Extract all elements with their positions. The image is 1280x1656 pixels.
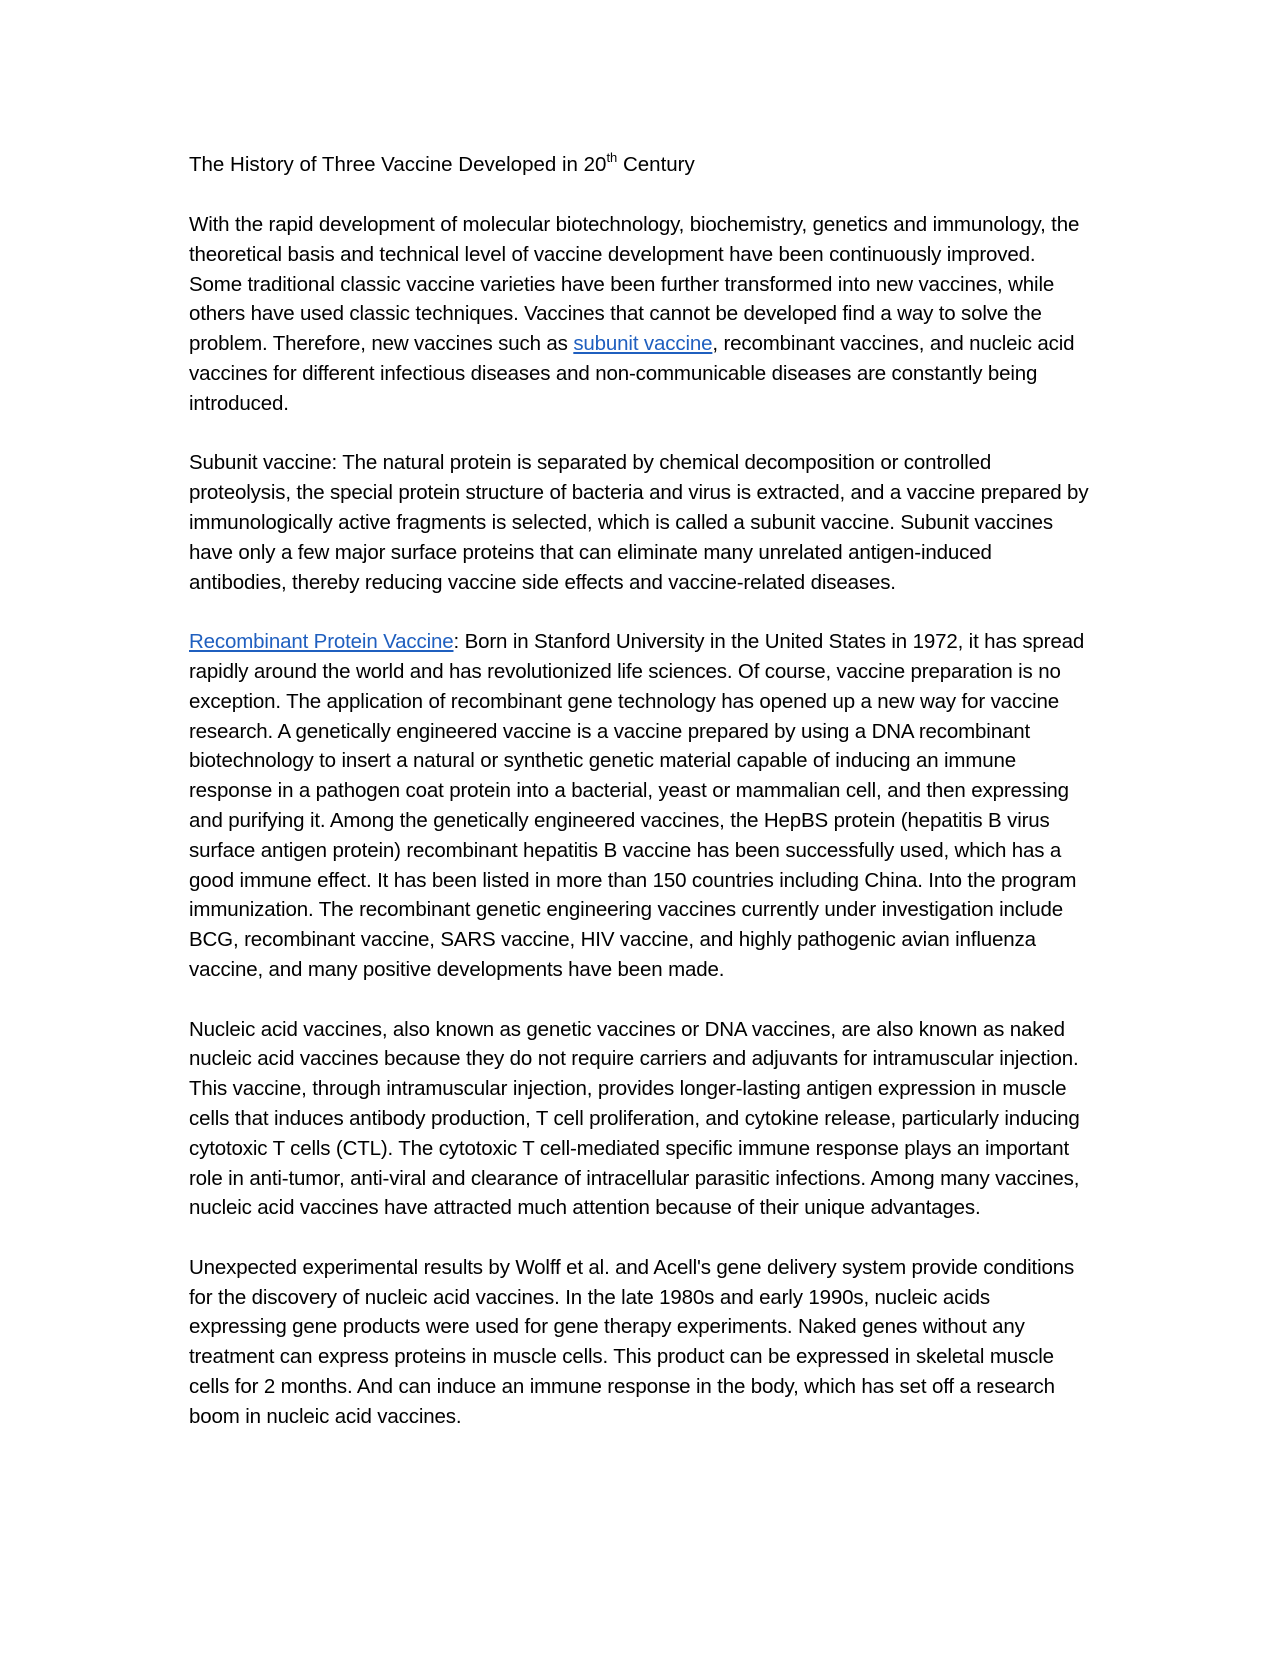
document-page (189, 150, 1089, 1461)
title-prefix: The History of Three Vaccine Developed in 20 (189, 153, 607, 176)
title-suffix: Century (617, 153, 695, 176)
recombinant-text-after-link: : Born in Stanford University in the United States in 1972, it has spread rapidly around the world and has revolutionized life sciences. Of course, vaccine preparation is no exception. The application of recombinant gene technology has opened up a new way for vaccine research. A genetically engineered vaccine is a vaccine prepared by using a DNA recombinant biotechnology to insert a natural or synthetic genetic material capable of inducing an immune response in a pathogen coat protein into a bacterial, yeast or mammalian cell, and then expressing and purifying it. Among the genetically engineered vaccines, the HepBS protein (hepatitis B virus surface antigen protein) recombinant hepatitis B vaccine has been successfully used, which has a good immune effect. It has been listed in more than 150 countries including China. Into the program immunization. The recombinant genetic engineering vaccines currently under investigation include BCG, recombinant vaccine, SARS vaccine, HIV vaccine, and highly pathogenic avian influenza vaccine, and many positive developments have been made. (189, 630, 1085, 981)
document-title (189, 150, 1089, 180)
recombinant-protein-vaccine-link[interactable]: Recombinant Protein Vaccine (189, 630, 454, 654)
subunit-vaccine-link[interactable]: subunit vaccine (573, 332, 713, 356)
subunit-vaccine-paragraph: Subunit vaccine: The natural protein is separated by chemical decomposition or controlled proteolysis, the special protein structure of bacteria and virus is extracted, and a vaccine prepared by immunologically active fragments is selected, which is called a subunit vaccine. Subunit vaccines have only a few major surface proteins that can eliminate many unrelated antigen-induced antibodies, thereby reducing vaccine side effects and vaccine-related diseases. (189, 451, 1089, 594)
nucleic-acid-vaccine-paragraph: Nucleic acid vaccines, also known as genetic vaccines or DNA vaccines, are also known as naked nucleic acid vaccines because they do not require carriers and adjuvants for intramuscular injection. This vaccine, through intramuscular injection, provides longer-lasting antigen expression in muscle cells that induces antibody production, T cell proliferation, and cytokine release, particularly inducing cytotoxic T cells (CTL). The cytotoxic T cell-mediated specific immune response plays an important role in anti-tumor, anti-viral and clearance of intracellular parasitic infections. Among many vaccines, nucleic acid vaccines have attracted much attention because of their unique advantages. (189, 1017, 1080, 1220)
title-superscript: th (606, 150, 618, 166)
intro-text-after-link: , recombinant vaccines, and nucleic acid vaccines for different infectious diseases and non-communicable diseases are constantly being introduced. (189, 332, 1075, 415)
nucleic-acid-history-paragraph: Unexpected experimental results by Wolff et al. and Acell's gene delivery system provide conditions for the discovery of nucleic acid vaccines. In the late 1980s and early 1990s, nucleic acids expressing gene products were used for gene therapy experiments. Naked genes without any treatment can express proteins in muscle cells. This product can be expressed in skeletal muscle cells for 2 months. And can induce an immune response in the body, which has set off a research boom in nucleic acid vaccines. (189, 1255, 1075, 1428)
intro-paragraph (189, 210, 1089, 419)
recombinant-vaccine-paragraph (189, 627, 1089, 985)
intro-text-before-link: With the rapid development of molecular biotechnology, biochemistry, genetics and immunology, the theoretical basis and technical level of vaccine development have been continuously improved. Some traditional classic vaccine varieties have been further transformed into new vaccines, while others have used classic techniques. Vaccines that cannot be developed find a way to solve the problem. Therefore, new vaccines such as (189, 213, 1080, 356)
